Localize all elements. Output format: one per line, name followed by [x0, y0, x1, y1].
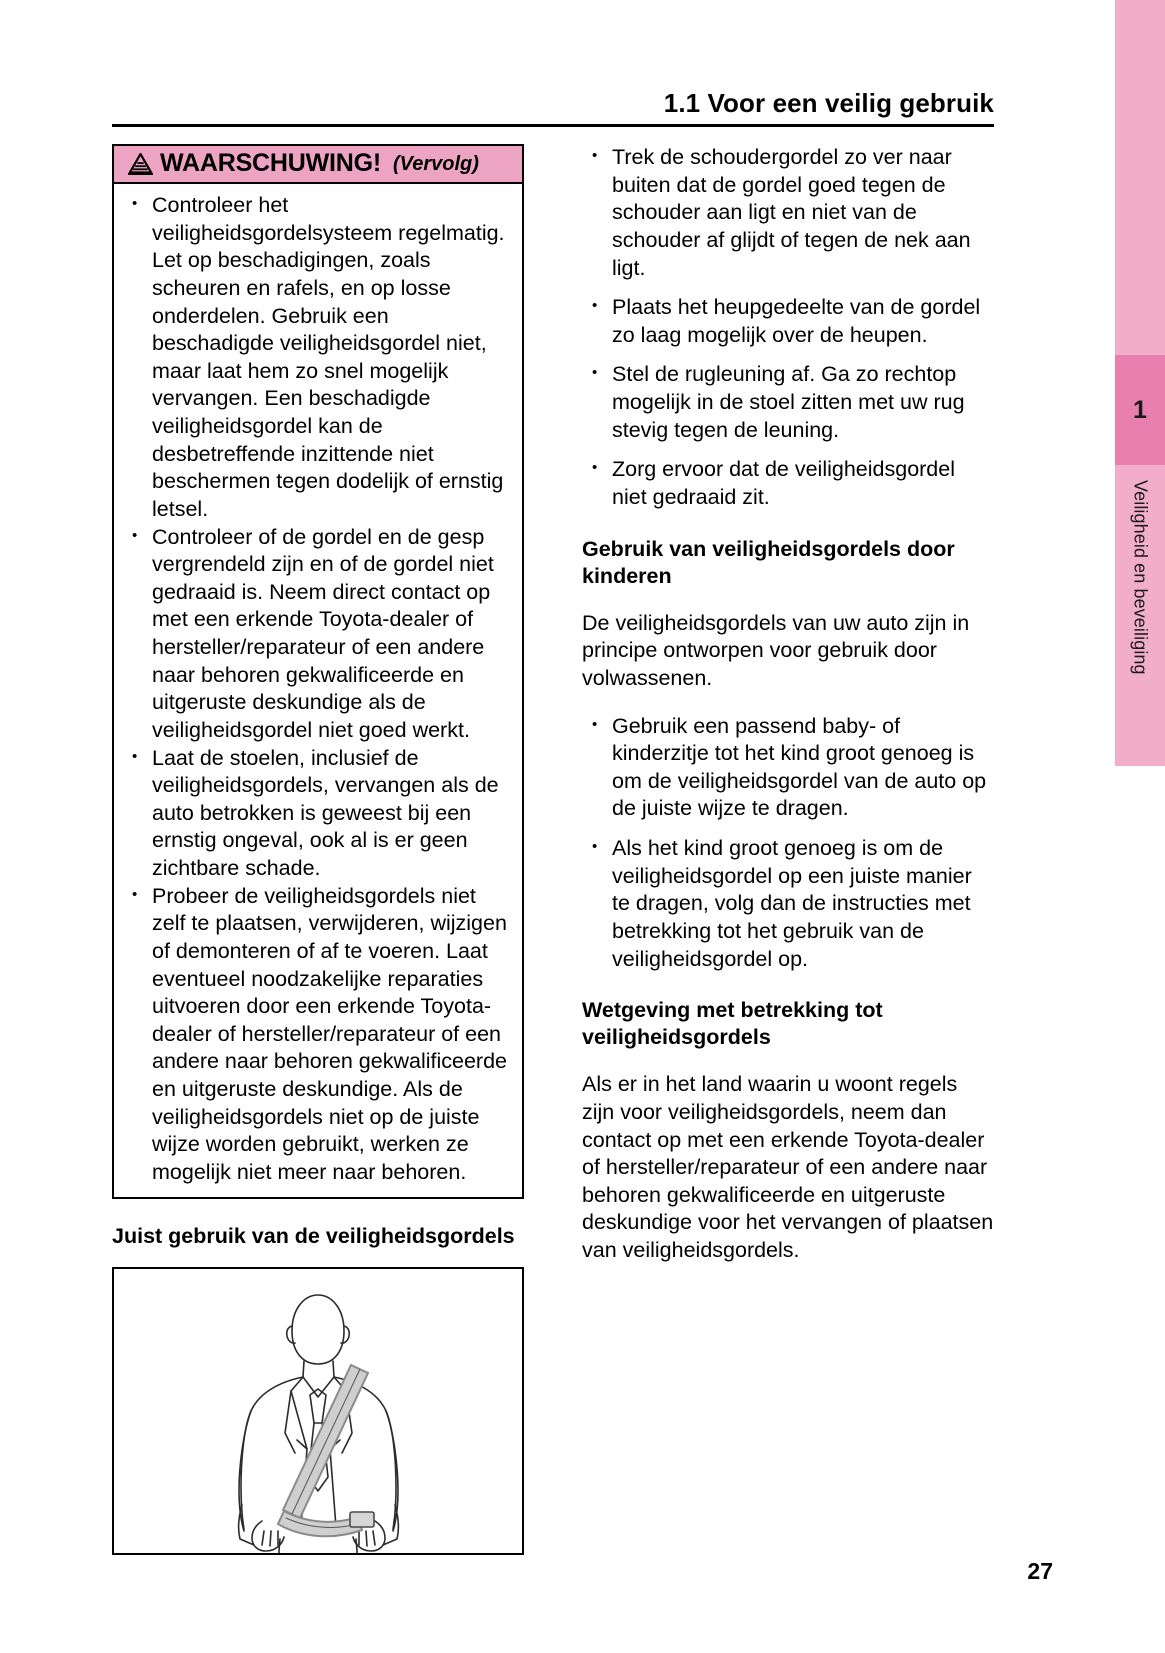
page-title: 1.1 Voor een veilig gebruik: [663, 88, 994, 118]
chapter-label-text: Veiligheid en beveiliging: [1130, 480, 1151, 675]
list-item: • Probeer de veiligheidsgordels niet zelf te plaatsen, verwijderen, wijzigen of demonteren of af te voeren. Laat eventueel noodzakelijke reparaties uitvoeren door een erkende Toyota-dealer of hersteller/reparateur of een andere naar behoren gekwalificeerde en uitgeruste deskundige. Als de veiligheidsgordels niet op de juiste wijze worden gebruikt, werken ze mogelijk niet meer naar behoren.: [124, 883, 512, 1187]
warning-triangle-icon: [128, 153, 153, 175]
figure-heading: Juist gebruik van de veiligheidsgordels: [112, 1223, 515, 1248]
chapter-number: 1: [1133, 395, 1147, 424]
chapter-label-vertical: [1115, 478, 1165, 766]
chapter-number-box: [1115, 355, 1165, 465]
children-bullet-list: [582, 713, 994, 974]
list-item: • Trek de schoudergordel zo ver naar buiten dat de gordel goed tegen de schouder aan ligt en niet van de schouder af glijdt of tegen de nek aan ligt.: [582, 144, 994, 282]
list-item: • Gebruik een passend baby- of kinderzitje tot het kind groot genoeg is om de veiligheidsgordel van de auto op de juiste wijze te dragen.: [582, 713, 994, 824]
list-item: • Als het kind groot genoeg is om de veiligheidsgordel op een juiste manier te dragen, volg dan de instructies met betrekking tot het gebruik van de veiligheidsgordel op.: [582, 835, 994, 973]
list-item: • Controleer het veiligheidsgordelsysteem regelmatig. Let op beschadigingen, zoals scheuren en rafels, en op losse onderdelen. Gebruik een beschadigde veiligheidsgordel niet, maar laat hem zo snel mogelijk vervangen. Een beschadigde veiligheidsgordel kan de desbetreffende inzittende niet beschermen tegen dodelijk of ernstig letsel.: [124, 192, 512, 524]
warning-box-body: [114, 184, 522, 1197]
list-item: • Controleer of de gordel en de gesp vergrendeld zijn en of de gordel niet gedraaid is. Neem direct contact op met een erkende Toyota-dealer of hersteller/reparateur of een andere naar behoren gekwalificeerde en uitgeruste deskundige als de veiligheidsgordel niet goed werkt.: [124, 524, 512, 745]
left-column: [112, 144, 524, 1555]
list-item: • Plaats het heupgedeelte van de gordel zo laag mogelijk over de heupen.: [582, 294, 994, 349]
running-header: [112, 88, 994, 126]
section-body-legislation: Als er in het land waarin u woont regels zijn voor veiligheidsgordels, neem dan contact op met een erkende Toyota-dealer of hersteller/reparateur of een andere naar behoren gekwalificeerde en uitgeruste deskundige voor het vervangen of plaatsen van veiligheidsgordels.: [582, 1072, 994, 1263]
section-heading-children: Gebruik van veiligheidsgordels door kinderen: [582, 536, 955, 588]
warning-title: WAARSCHUWING!: [160, 149, 381, 177]
warning-bullet-list: [124, 192, 512, 1187]
seatbelt-usage-bullet-list: [582, 144, 994, 512]
section-intro-children: De veiligheidsgordels van uw auto zijn in principe ontworpen voor gebruik door volwassenen.: [582, 610, 970, 690]
warning-continued-label: (Vervolg): [392, 152, 479, 175]
seatbelt-illustration-frame: [112, 1267, 524, 1555]
warning-box-header: [114, 146, 522, 184]
seated-person-wearing-seatbelt-illustration: [114, 1269, 522, 1553]
list-item: • Zorg ervoor dat de veiligheidsgordel niet gedraaid zit.: [582, 456, 994, 511]
page-number: 27: [1027, 1558, 1053, 1584]
list-item: • Stel de rugleuning af. Ga zo rechtop mogelijk in de stoel zitten met uw rug stevig tegen de leuning.: [582, 361, 994, 444]
section-heading-legislation: Wetgeving met betrekking tot veiligheidsgordels: [582, 998, 883, 1050]
list-item: • Laat de stoelen, inclusief de veiligheidsgordels, vervangen als de auto betrokken is geweest bij een ernstig ongeval, ook al is er geen zichtbare schade.: [124, 745, 512, 883]
right-column: [582, 144, 994, 1265]
warning-box: [112, 144, 524, 1199]
header-divider: [112, 124, 994, 127]
